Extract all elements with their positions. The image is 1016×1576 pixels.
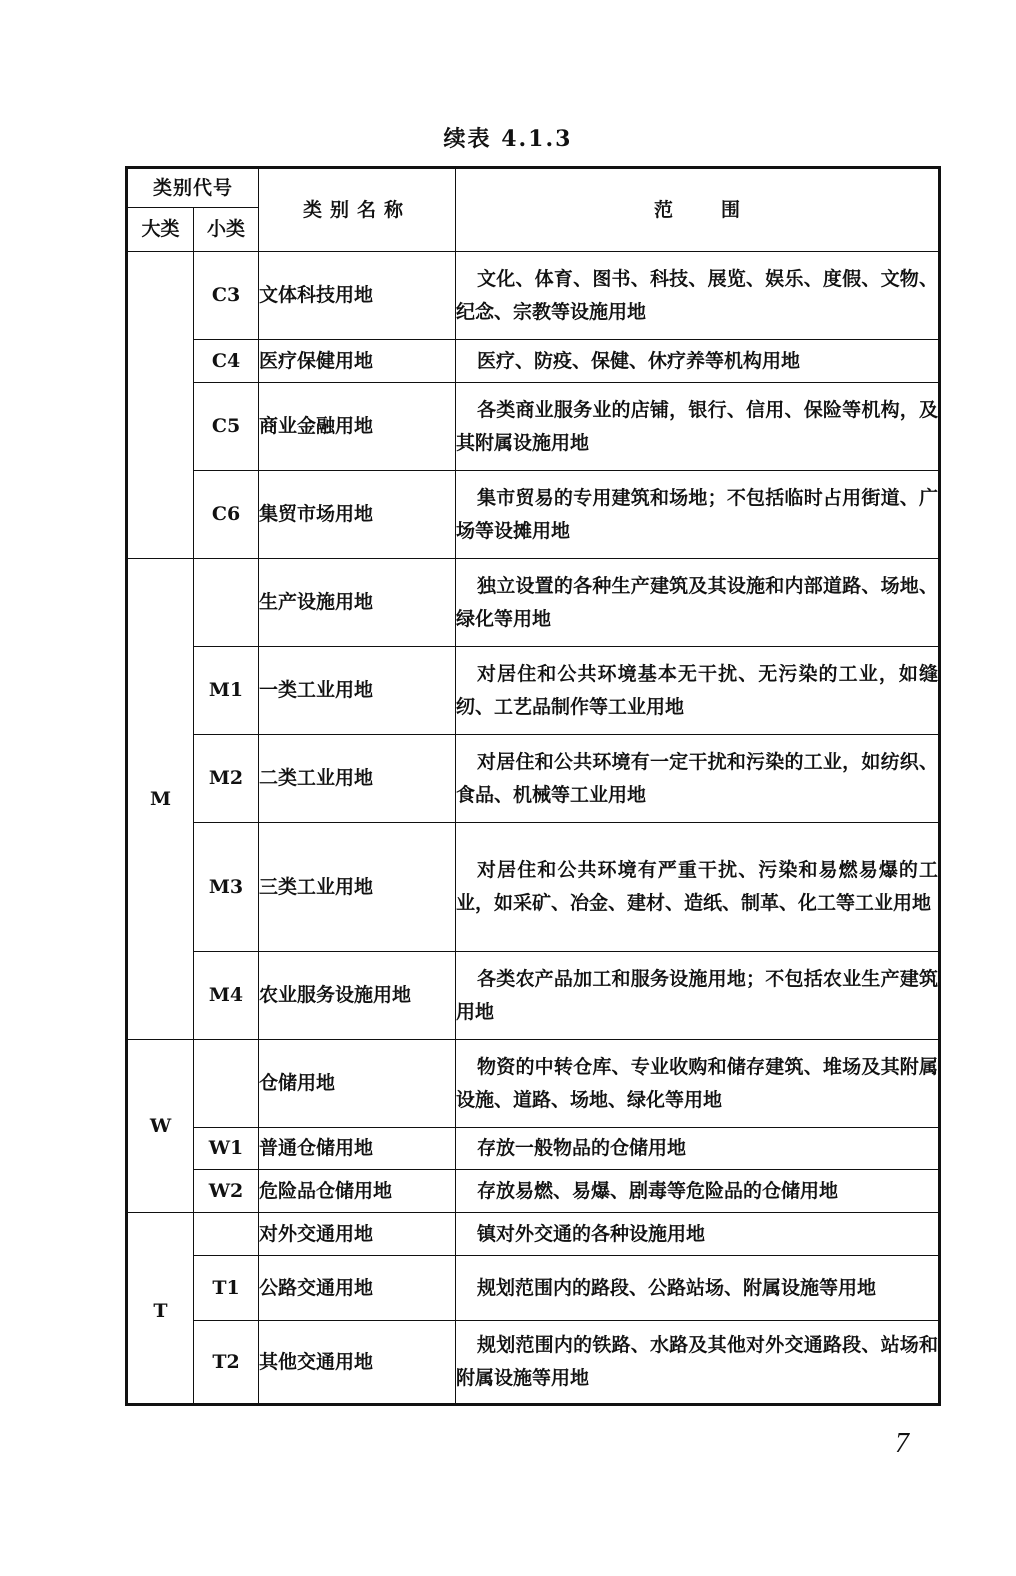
category-name: 公路交通用地 — [259, 1256, 456, 1321]
minor-code: T2 — [194, 1321, 259, 1405]
category-scope: 对居住和公共环境基本无干扰、无污染的工业，如缝纫、工艺品制作等工业用地 — [456, 647, 940, 735]
table-title: 续表 4.1.3 — [443, 126, 573, 152]
major-code: M — [127, 559, 194, 1040]
category-name: 对外交通用地 — [259, 1213, 456, 1256]
category-scope: 对居住和公共环境有严重干扰、污染和易燃易爆的工业，如采矿、冶金、建材、造纸、制革、化工等工业用地 — [456, 823, 940, 952]
category-scope: 镇对外交通的各种设施用地 — [456, 1213, 940, 1256]
minor-code: M2 — [194, 735, 259, 823]
table-row — [127, 1321, 940, 1405]
table-row — [127, 559, 940, 647]
category-name: 文体科技用地 — [259, 252, 456, 340]
minor-code: W2 — [194, 1170, 259, 1213]
table-row — [127, 252, 940, 340]
category-name: 商业金融用地 — [259, 383, 456, 471]
category-name: 生产设施用地 — [259, 559, 456, 647]
category-name: 医疗保健用地 — [259, 340, 456, 383]
category-name: 普通仓储用地 — [259, 1128, 456, 1170]
header-code-group: 类别代号 — [127, 168, 259, 208]
header-minor: 小类 — [194, 208, 259, 252]
header-scope — [456, 168, 940, 252]
category-scope: 独立设置的各种生产建筑及其设施和内部道路、场地、绿化等用地 — [456, 559, 940, 647]
page-number: 7 — [895, 1428, 909, 1459]
category-name: 一类工业用地 — [259, 647, 456, 735]
table-row — [127, 735, 940, 823]
category-scope: 文化、体育、图书、科技、展览、娱乐、度假、文物、纪念、宗教等设施用地 — [456, 252, 940, 340]
major-code: W — [127, 1040, 194, 1213]
category-scope: 集市贸易的专用建筑和场地；不包括临时占用街道、广场等设摊用地 — [456, 471, 940, 559]
category-scope: 存放易燃、易爆、剧毒等危险品的仓储用地 — [456, 1170, 940, 1213]
minor-code — [194, 1040, 259, 1128]
minor-code: C5 — [194, 383, 259, 471]
category-name: 仓储用地 — [259, 1040, 456, 1128]
header-name: 类别名称 — [259, 168, 456, 252]
table-row — [127, 1170, 940, 1213]
table-row — [127, 1128, 940, 1170]
table-row — [127, 647, 940, 735]
table-row — [127, 1213, 940, 1256]
table-row — [127, 383, 940, 471]
minor-code: W1 — [194, 1128, 259, 1170]
land-use-table — [125, 166, 941, 1406]
minor-code: C3 — [194, 252, 259, 340]
minor-code — [194, 1213, 259, 1256]
category-scope: 对居住和公共环境有一定干扰和污染的工业，如纺织、食品、机械等工业用地 — [456, 735, 940, 823]
minor-code — [194, 559, 259, 647]
category-scope: 各类商业服务业的店铺，银行、信用、保险等机构，及其附属设施用地 — [456, 383, 940, 471]
category-name: 危险品仓储用地 — [259, 1170, 456, 1213]
minor-code: C6 — [194, 471, 259, 559]
header-major: 大类 — [127, 208, 194, 252]
table-row — [127, 340, 940, 383]
category-scope: 规划范围内的铁路、水路及其他对外交通路段、站场和附属设施等用地 — [456, 1321, 940, 1405]
category-scope: 医疗、防疫、保健、休疗养等机构用地 — [456, 340, 940, 383]
category-scope: 存放一般物品的仓储用地 — [456, 1128, 940, 1170]
header-scope-a: 范 — [654, 198, 674, 221]
table-row — [127, 823, 940, 952]
table-row — [127, 952, 940, 1040]
minor-code: M4 — [194, 952, 259, 1040]
category-name: 二类工业用地 — [259, 735, 456, 823]
minor-code: T1 — [194, 1256, 259, 1321]
category-name: 三类工业用地 — [259, 823, 456, 952]
category-name: 农业服务设施用地 — [259, 952, 456, 1040]
major-code — [127, 252, 194, 559]
minor-code: M3 — [194, 823, 259, 952]
category-scope: 各类农产品加工和服务设施用地；不包括农业生产建筑用地 — [456, 952, 940, 1040]
major-code: T — [127, 1213, 194, 1405]
category-name: 其他交通用地 — [259, 1321, 456, 1405]
category-name: 集贸市场用地 — [259, 471, 456, 559]
category-scope: 规划范围内的路段、公路站场、附属设施等用地 — [456, 1256, 940, 1321]
minor-code: C4 — [194, 340, 259, 383]
header-scope-b: 围 — [721, 198, 741, 221]
table-row — [127, 471, 940, 559]
category-scope: 物资的中转仓库、专业收购和储存建筑、堆场及其附属设施、道路、场地、绿化等用地 — [456, 1040, 940, 1128]
table-row — [127, 1256, 940, 1321]
table-row — [127, 1040, 940, 1128]
minor-code: M1 — [194, 647, 259, 735]
